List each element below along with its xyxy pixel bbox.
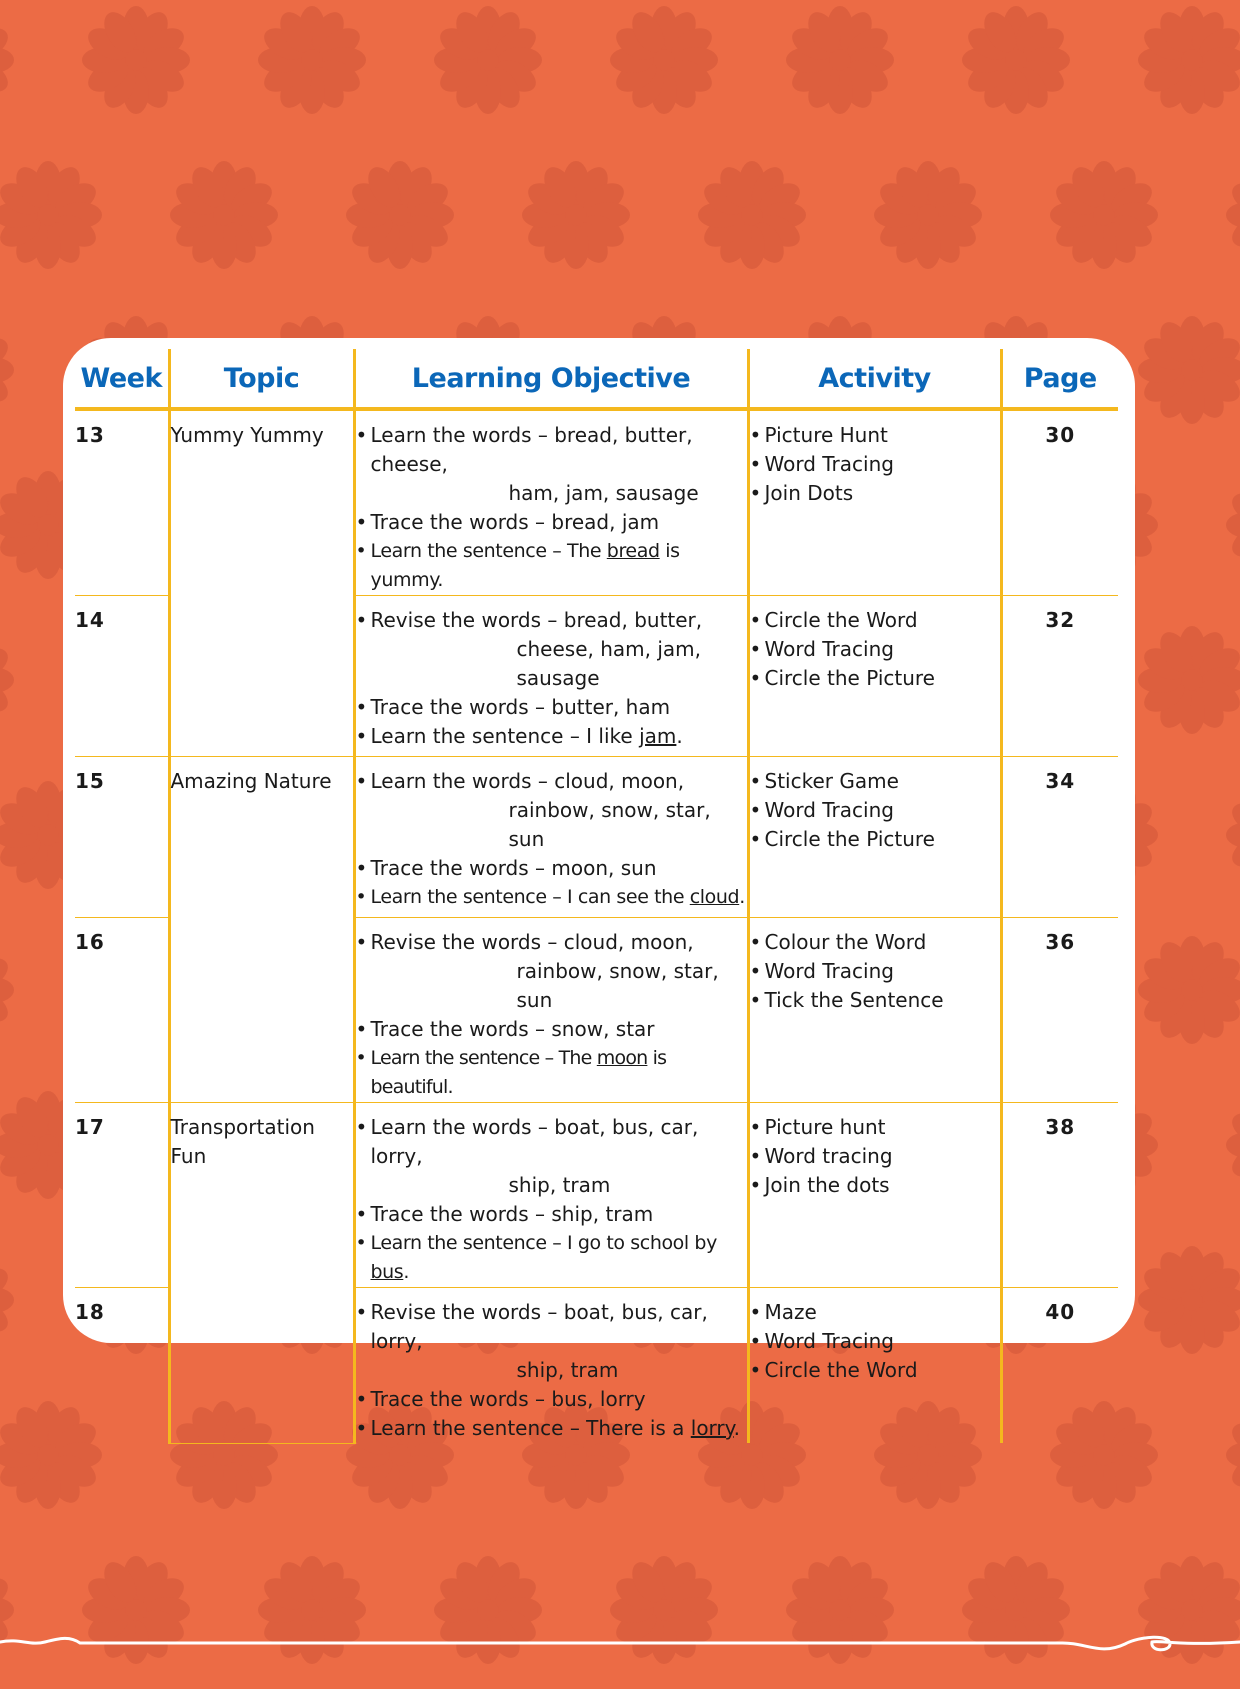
flower-shape xyxy=(874,161,982,269)
objective-revise-words: • Revise the words – cloud, moon, rainbow, snow, star, sun xyxy=(356,928,747,1015)
table-row xyxy=(75,409,1118,596)
activity-list xyxy=(748,1103,1001,1288)
flower-shape xyxy=(1050,161,1158,269)
objective-revise-words: • Revise the words – boat, bus, car, lorry, ship, tram xyxy=(356,1298,747,1385)
topic-name: Amazing Nature xyxy=(169,757,354,1103)
topic-name: Transportation Fun xyxy=(169,1103,354,1444)
activity-item: • Word tracing xyxy=(750,1142,1000,1171)
flower-shape xyxy=(0,6,14,114)
activity-item: • Circle the Word xyxy=(750,606,1000,635)
activity-list xyxy=(748,409,1001,596)
flower-shape xyxy=(962,6,1070,114)
page-number: 40 xyxy=(1001,1288,1118,1444)
objective-sentence: • Learn the sentence – The bread is yummy. xyxy=(356,537,747,595)
objective-trace-words: • Trace the words – bread, jam xyxy=(356,508,747,537)
activity-item: • Word Tracing xyxy=(750,796,1000,825)
table-header-row xyxy=(75,349,1118,409)
flower-shape xyxy=(1226,1091,1240,1199)
week-number: 16 xyxy=(75,918,169,1103)
activity-list xyxy=(748,596,1001,757)
activity-item: • Join the dots xyxy=(750,1171,1000,1200)
decorative-scribble-line xyxy=(0,1630,1240,1670)
activity-item: • Word Tracing xyxy=(750,1327,1000,1356)
flower-shape xyxy=(0,936,14,1044)
page-number: 32 xyxy=(1001,596,1118,757)
week-number: 14 xyxy=(75,596,169,757)
flower-shape xyxy=(610,6,718,114)
flower-shape xyxy=(1138,316,1240,424)
learning-objective xyxy=(354,918,748,1103)
objective-trace-words: • Trace the words – snow, star xyxy=(356,1015,747,1044)
objective-revise-words: • Revise the words – bread, butter, cheese, ham, jam, sausage xyxy=(356,606,747,693)
table-row xyxy=(75,757,1118,918)
page-number: 38 xyxy=(1001,1103,1118,1288)
flower-shape xyxy=(0,626,14,734)
activity-item: • Word Tracing xyxy=(750,450,1000,479)
objective-trace-words: • Trace the words – butter, ham xyxy=(356,693,747,722)
flower-shape xyxy=(1138,626,1240,734)
objective-trace-words: • Trace the words – bus, lorry xyxy=(356,1385,747,1414)
flower-shape xyxy=(346,161,454,269)
flower-shape xyxy=(1138,936,1240,1044)
learning-objective xyxy=(354,757,748,918)
objective-learn-words: • Learn the words – cloud, moon, rainbow, snow, star, sun xyxy=(356,767,747,854)
curriculum-card xyxy=(63,338,1135,1440)
flower-shape xyxy=(1226,1401,1240,1509)
flower-shape xyxy=(1138,1246,1240,1354)
activity-item: • Circle the Picture xyxy=(750,664,1000,693)
objective-learn-words: • Learn the words – bread, butter, cheese, ham, jam, sausage xyxy=(356,421,747,508)
flower-shape xyxy=(1138,6,1240,114)
flower-shape xyxy=(0,161,102,269)
activity-item: • Sticker Game xyxy=(750,767,1000,796)
flower-shape xyxy=(1226,471,1240,579)
flower-shape xyxy=(786,6,894,114)
objective-trace-words: • Trace the words – ship, tram xyxy=(356,1200,747,1229)
week-number: 13 xyxy=(75,409,169,596)
flower-shape xyxy=(170,161,278,269)
flower-shape xyxy=(522,161,630,269)
week-number: 15 xyxy=(75,757,169,918)
activity-item: • Picture hunt xyxy=(750,1113,1000,1142)
activity-item: • Colour the Word xyxy=(750,928,1000,957)
flower-shape xyxy=(698,161,806,269)
activity-list xyxy=(748,918,1001,1103)
week-number: 17 xyxy=(75,1103,169,1288)
learning-objective xyxy=(354,409,748,596)
header-week: Week xyxy=(75,349,169,409)
activity-item: • Circle the Picture xyxy=(750,825,1000,854)
learning-objective xyxy=(354,1103,748,1288)
activity-item: • Join Dots xyxy=(750,479,1000,508)
week-number: 18 xyxy=(75,1300,105,1324)
flower-shape xyxy=(258,6,366,114)
objective-sentence: • Learn the sentence – I like jam. xyxy=(356,722,747,751)
page-number: 36 xyxy=(1001,918,1118,1103)
learning-objective xyxy=(354,1288,748,1444)
header-page: Page xyxy=(1001,349,1118,409)
objective-trace-words: • Trace the words – moon, sun xyxy=(356,854,747,883)
activity-item: • Tick the Sentence xyxy=(750,986,1000,1015)
activity-item: • Word Tracing xyxy=(750,635,1000,664)
learning-objective xyxy=(354,596,748,757)
objective-sentence: • Learn the sentence – The moon is beautiful. xyxy=(356,1044,747,1102)
flower-shape xyxy=(1226,161,1240,269)
activity-item: • Picture Hunt xyxy=(750,421,1000,450)
header-learning-objective: Learning Objective xyxy=(354,349,748,409)
flower-shape xyxy=(0,1246,14,1354)
header-topic: Topic xyxy=(169,349,354,409)
objective-sentence: • Learn the sentence – I can see the cloud. xyxy=(356,883,747,912)
flower-shape xyxy=(1226,781,1240,889)
flower-shape xyxy=(0,316,14,424)
page-number: 34 xyxy=(1001,757,1118,918)
activity-item: • Maze xyxy=(750,1298,1000,1327)
activity-item: • Word Tracing xyxy=(750,957,1000,986)
curriculum-table xyxy=(75,349,1118,1444)
objective-sentence: • Learn the sentence – There is a lorry. xyxy=(356,1414,747,1443)
objective-learn-words: • Learn the words – boat, bus, car, lorry, ship, tram xyxy=(356,1113,747,1200)
page-number: 30 xyxy=(1001,409,1118,596)
header-activity: Activity xyxy=(748,349,1001,409)
objective-sentence: • Learn the sentence – I go to school by bus. xyxy=(356,1229,747,1287)
flower-shape xyxy=(434,6,542,114)
activity-list xyxy=(748,1288,1001,1444)
topic-name: Yummy Yummy xyxy=(169,409,354,757)
flower-shape xyxy=(82,6,190,114)
activity-item: • Circle the Word xyxy=(750,1356,1000,1385)
activity-list xyxy=(748,757,1001,918)
table-row xyxy=(75,1103,1118,1288)
